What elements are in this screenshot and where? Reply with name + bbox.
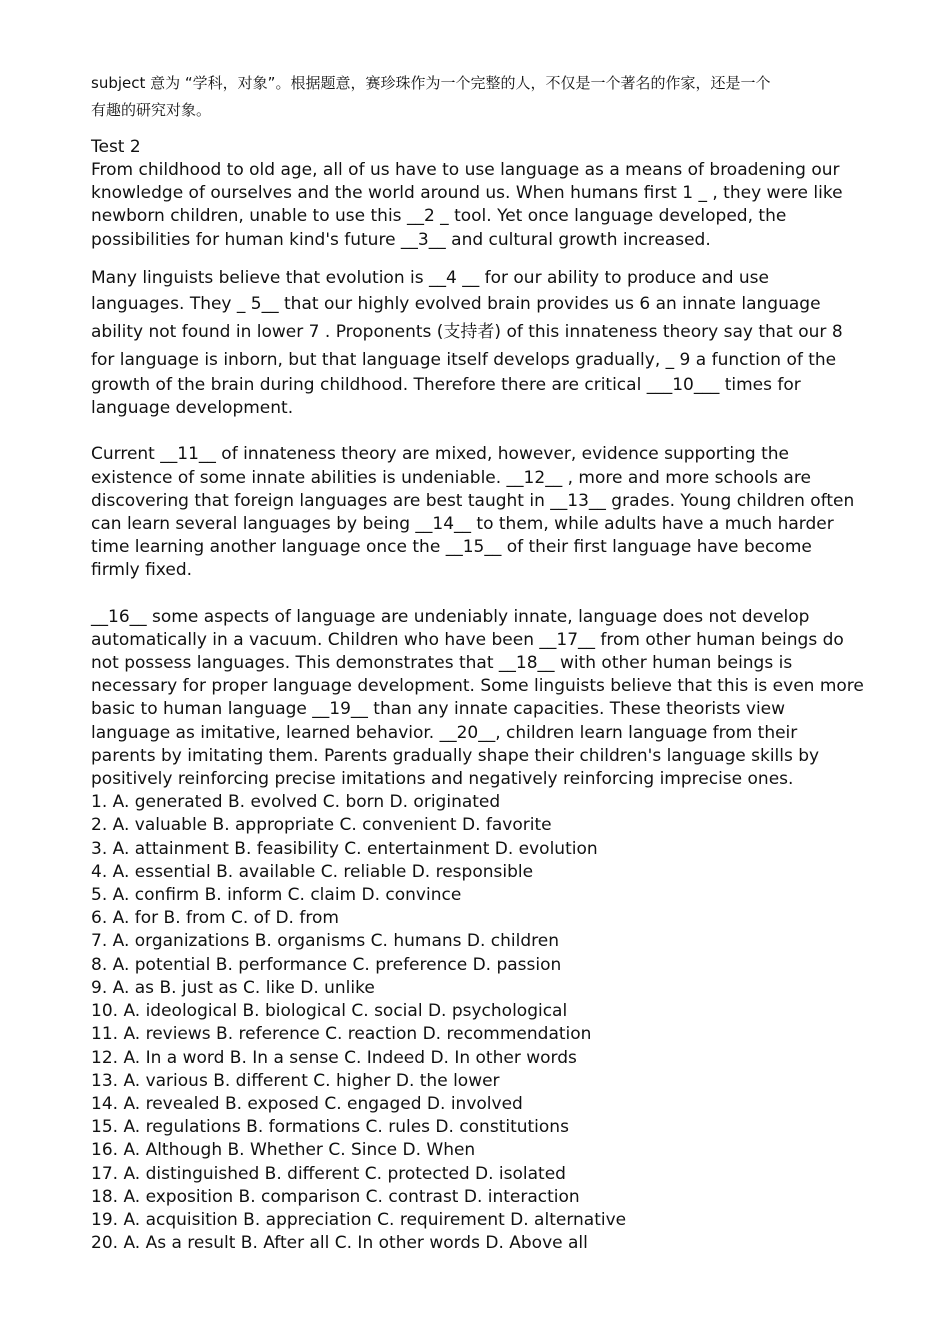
passage-paragraph-4 [91,606,881,792]
option-item: 13. A. various B. different C. higher D. the lower [91,1070,500,1091]
option-item: 19. A. acquisition B. appreciation C. requirement D. alternative [91,1209,627,1230]
passage-paragraph-2 [91,267,881,421]
passage-line: for language is inborn, but that language itself develops gradually, _ 9 a function of the [91,350,837,371]
passage-line: languages. They _ 5__ that our highly evolved brain provides us 6 an innate language [91,294,821,315]
test-section [91,136,881,1255]
passage-line: firmly fixed. [91,560,193,581]
intro-line: 有趣的研究对象。 [91,101,212,119]
option-item: 2. A. valuable B. appropriate C. convenient D. favorite [91,815,552,836]
answer-options-list [91,791,881,1255]
passage-line: possibilities for human kind's future __3__ and cultural growth increased. [91,229,711,250]
passage-line: not possess languages. This demonstrates that __18__ with other human beings is [91,653,793,674]
passage-paragraph-3 [91,443,881,582]
passage-line: newborn children, unable to use this __2 _ tool. Yet once language developed, the [91,206,787,227]
option-item: 15. A. regulations B. formations C. rules D. constitutions [91,1117,569,1138]
passage-line: parents by imitating them. Parents gradually shape their children's language skills by [91,745,820,766]
passage-line: existence of some innate abilities is undeniable. __12__ , more and more schools are [91,467,811,488]
option-item: 12. A. In a word B. In a sense C. Indeed D. In other words [91,1047,577,1068]
passage-line: automatically in a vacuum. Children who have been __17__ from other human beings do [91,629,844,650]
passage-line: From childhood to old age, all of us have to use language as a means of broadening our [91,160,840,180]
passage-line: Many linguists believe that evolution is __4 __ for our ability to produce and use [91,267,769,288]
passage-line: positively reinforcing precise imitations and negatively reinforcing imprecise ones. [91,769,794,790]
intro-note [91,70,881,124]
passage-line: can learn several languages by being __14__ to them, while adults have a much harder [91,514,834,535]
passage-line: basic to human language __19__ than any innate capacities. These theorists view [91,699,786,720]
passage-line: growth of the brain during childhood. Therefore there are critical ___10___ times for [91,375,801,396]
option-item: 18. A. exposition B. comparison C. contrast D. interaction [91,1186,580,1207]
option-item: 8. A. potential B. performance C. preference D. passion [91,954,562,975]
passage-paragraph-1 [91,159,881,252]
option-item: 11. A. reviews B. reference C. reaction D. recommendation [91,1024,592,1045]
passage-line: ability not found in lower 7 . Proponents (支持者) of this innateness theory say that our 8 [91,322,843,343]
option-item: 16. A. Although B. Whether C. Since D. When [91,1140,476,1161]
option-item: 4. A. essential B. available C. reliable D. responsible [91,861,534,882]
option-item: 5. A. confirm B. inform C. claim D. convince [91,885,462,906]
passage-line: necessary for proper language development. Some linguists believe that this is even more [91,676,864,697]
passage-line: language as imitative, learned behavior. __20__, children learn language from their [91,722,798,743]
passage-line: time learning another language once the __15__ of their first language have become [91,537,812,558]
option-item: 6. A. for B. from C. of D. from [91,908,339,929]
passage-line: knowledge of ourselves and the world around us. When humans first 1 _ , they were like [91,183,843,204]
passage-line: Current __11__ of innateness theory are mixed, however, evidence supporting the [91,444,789,465]
option-item: 14. A. revealed B. exposed C. engaged D. involved [91,1093,523,1114]
document-page [91,70,881,1255]
option-item: 7. A. organizations B. organisms C. humans D. children [91,931,560,952]
option-item: 1. A. generated B. evolved C. born D. originated [91,792,501,813]
option-item: 10. A. ideological B. biological C. social D. psychological [91,1001,568,1022]
test-title: Test 2 [91,137,141,157]
option-item: 9. A. as B. just as C. like D. unlike [91,977,375,998]
passage-line: discovering that foreign languages are best taught in __13__ grades. Young children often [91,490,855,511]
option-item: 20. A. As a result B. After all C. In other words D. Above all [91,1233,588,1254]
passage-line: language development. [91,398,294,419]
option-item: 17. A. distinguished B. different C. protected D. isolated [91,1163,566,1184]
passage-line: __16__ some aspects of language are undeniably innate, language does not develop [91,606,810,627]
intro-line: subject 意为 “学科，对象”。根据题意，赛珍珠作为一个完整的人，不仅是一个著名的作家，还是一个 [91,74,771,92]
option-item: 3. A. attainment B. feasibility C. entertainment D. evolution [91,838,598,859]
